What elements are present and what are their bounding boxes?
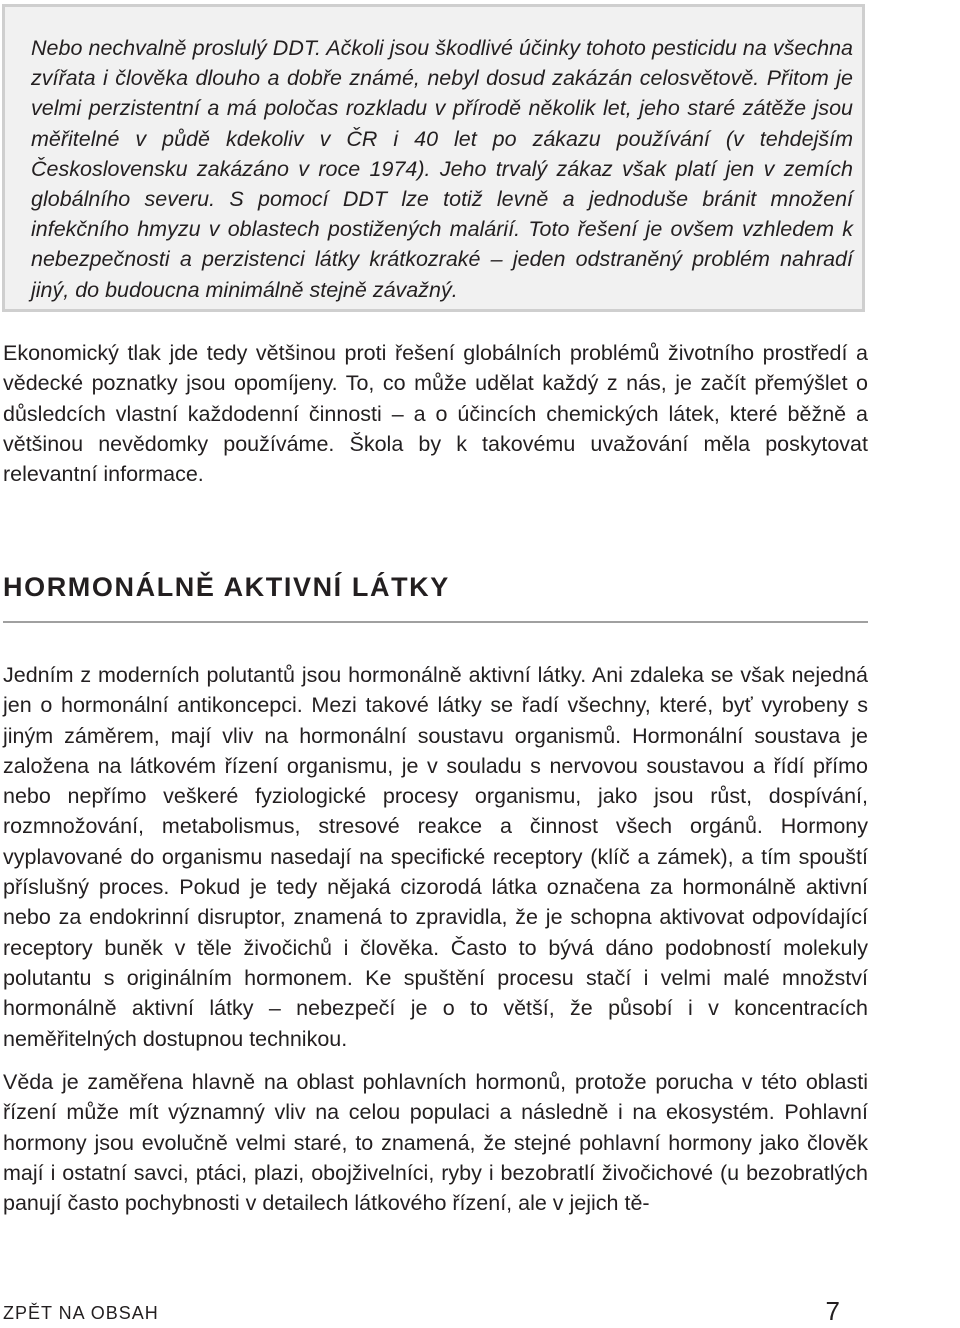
paragraph-economic-pressure: Ekonomický tlak jde tedy většinou proti řešení globálních problémů životního prostředí a vědecké poznatky jsou opomíjeny. To, co může udělat každý z nás, je začít přemýšlet o důsledcích vlastní každodenní činnosti – a o účincích chemických látek, které běžně a většinou nevědomky používáme. Škola by k takovému uvažování měla poskytovat relevantní informace. (3, 341, 868, 487)
section-heading: HORMONÁLNĚ AKTIVNÍ LÁTKY (3, 572, 450, 602)
page-number: 7 (825, 1296, 840, 1326)
ddt-info-box (2, 4, 865, 312)
back-to-contents-link[interactable]: ZPĚT NA OBSAH (3, 1303, 159, 1323)
paragraph-hormonal-substances: Jedním z moderních polutantů jsou hormonálně aktivní látky. Ani zdaleka se však nejedná jen o hormonální antikoncepci. Mezi takové látky se řadí všechny, které, byť vyrobeny s jiným záměrem, mají vliv na hormonální soustavu organismů. Hormonální soustava je založena na látkovém řízení organismu, je v souladu s nervovou soustavou a řídí přímo nebo nepřímo veškeré fyziologické procesy organismu, jako jsou růst, dospívání, rozmnožování, metabolismus, stresové reakce a činnost všech orgánů. Hormony vyplavované do organismu nasedají na specifické receptory (klíč a zámek), a tím spouští příslušný proces. Pokud je tedy nějaká cizorodá látka označena za hormonálně aktivní nebo za endokrinní disruptor, znamená to zpravidla, že je schopna aktivovat odpovídající receptory buněk v těle živočichů i člověka. Často to bývá dáno podobností molekuly polutantu s originálním hormonem. Ke spuštění procesu stačí i velmi malé množství hormonálně aktivní látky – nebezpečí je o to větší, že působí i v koncentracích neměřitelných dostupnou technikou. (3, 663, 868, 1051)
ddt-box-text: Nebo nechvalně proslulý DDT. Ačkoli jsou škodlivé účinky tohoto pesticidu na všechna zvířata i člověka dlouho a dobře známé, nebyl dosud zakázán celosvětově. Přitom je velmi perzistentní a má poločas rozkladu v přírodě několik let, jeho staré zátěže jsou měřitelné v půdě kdekoliv v ČR i 40 let po zákazu používání (v tehdejším Československu zakázáno v roce 1974). Jeho trvalý zákaz však platí jen v zemích globálního severu. S pomocí DDT lze totiž levně a jednoduše bránit množení infekčního hmyzu v oblastech postižených malárií. Toto řešení je ovšem vzhledem k nebezpečnosti a perzistenci látky krátkozraké – jeden odstraněný problém nahradí jiný, do budoucna minimálně stejně závažný. (31, 36, 853, 302)
paragraph-sex-hormones: Věda je zaměřena hlavně na oblast pohlavních hormonů, protože porucha v této oblasti řízení může mít významný vliv na celou populaci a následně i na ekosystém. Pohlavní hormony jsou evolučně velmi staré, to znamená, že stejné pohlavní hormony jako člověk mají i ostatní savci, ptáci, plazi, obojživelníci, ryby i bezobratlí živočichové (u bezobratlých panují často pochybnosti v detailech látkového řízení, ale v jejich tě- (3, 1070, 868, 1216)
heading-divider (3, 621, 868, 623)
